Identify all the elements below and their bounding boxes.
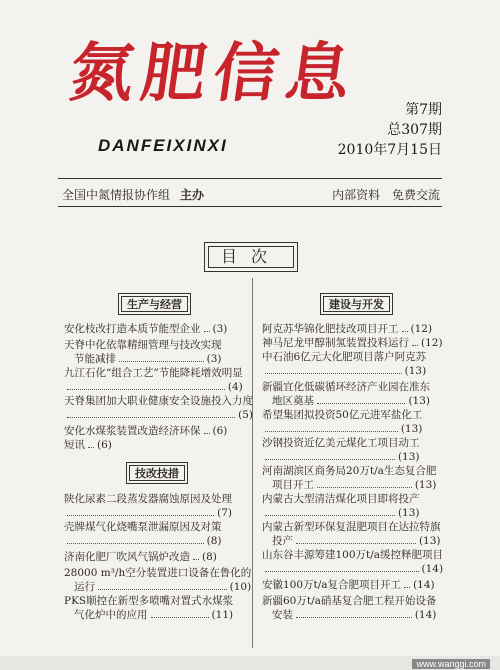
top-divider [58,178,442,179]
distribution-notice: 内部资料 免费交流 [332,188,440,202]
masthead-pinyin: DANFEIXINXI [98,136,228,155]
toc-entry[interactable]: 沙钢投资近亿美元煤化工项目动工 (13) [262,437,420,463]
issue-info [338,100,442,160]
organizer [62,186,204,203]
header-divider [58,206,442,207]
site-watermark: www.wanggi.com [412,659,490,669]
toc-entry[interactable]: 新疆60万t/a硝基复合肥工程开始设备 安装 (14) [262,595,437,621]
toc-entry[interactable]: 神马尼龙甲醇制氢装置投料运行 (12) [262,337,443,349]
toc-entry[interactable]: 阿克苏华锦化肥技改项目开工 (12) [262,323,433,335]
toc-entry[interactable]: 中石油6亿元大化肥项目落户阿克苏 (13) [262,351,427,377]
toc-entry[interactable]: 济南化肥厂吹风气锅炉改造 (8) [64,551,217,563]
toc-entry[interactable]: 安徽100万t/a复合肥项目开工 (14) [262,579,435,591]
toc-entry[interactable]: 希望集团拟投资50亿元进军盐化工 (13) [262,409,423,435]
toc-entry[interactable]: 内蒙古新型环保复混肥项目在达拉特旗 投产 (13) [262,521,441,547]
organizer-name: 全国中氮情报协作组 [62,188,171,202]
section-production: 生产与经营 [118,293,191,315]
toc-entry[interactable]: 安化水煤浆装置改造经济环保 (6) [64,425,228,437]
toc-entry[interactable]: 天脊集团加大职业健康安全设施投入力度 (5) [64,395,253,421]
footer-strip [0,656,500,670]
issue-number: 第7期 [405,102,442,118]
toc-entry[interactable]: 短讯 (6) [64,439,112,451]
toc-entry[interactable]: PKS顺控在新型多喷嘴对置式水煤浆 气化炉中的应用 (11) [64,595,234,621]
toc-entry[interactable]: 新疆宜化低碳循环经济产业园在准东 地区奠基 (13) [262,381,430,407]
toc-entry[interactable]: 九江石化“组合工艺”节能降耗增效明显 (4) [64,367,243,393]
organizer-role: 主办 [180,188,205,202]
toc-entry[interactable]: 天脊中化依靠精细管理与技改实现 节能减排 (3) [64,339,222,365]
column-divider [252,278,253,648]
section-construction: 建设与开发 [320,293,393,315]
masthead-title: 氮肥信息 [64,36,364,111]
toc-entry[interactable]: 山东谷丰源筹建100万t/a缓控释肥项目 (14) [262,549,444,575]
toc-entry[interactable]: 安化枝改打造本质节能型企业 (3) [64,323,228,335]
toc-entry[interactable]: 壳牌煤气化烧嘴泵泄漏原因及对策 (8) [64,521,222,547]
toc-entry[interactable]: 河南湖滨区商务局20万t/a生态复合肥 项目开工 (13) [262,465,437,491]
toc-entry[interactable]: 内蒙古大型清洁煤化项目即将投产 (13) [262,493,420,519]
toc-title: 目次 [204,242,298,272]
section-technical: 技改技措 [126,462,188,484]
total-issue: 总307期 [387,122,442,138]
toc-entry[interactable]: 陕化尿素二段蒸发器腐蚀原因及处理 (7) [64,493,232,519]
toc-entry[interactable]: 28000 m³/h空分装置进口设备在鲁化的 运行 (10) [64,567,252,593]
issue-date: 2010年7月15日 [337,142,442,158]
